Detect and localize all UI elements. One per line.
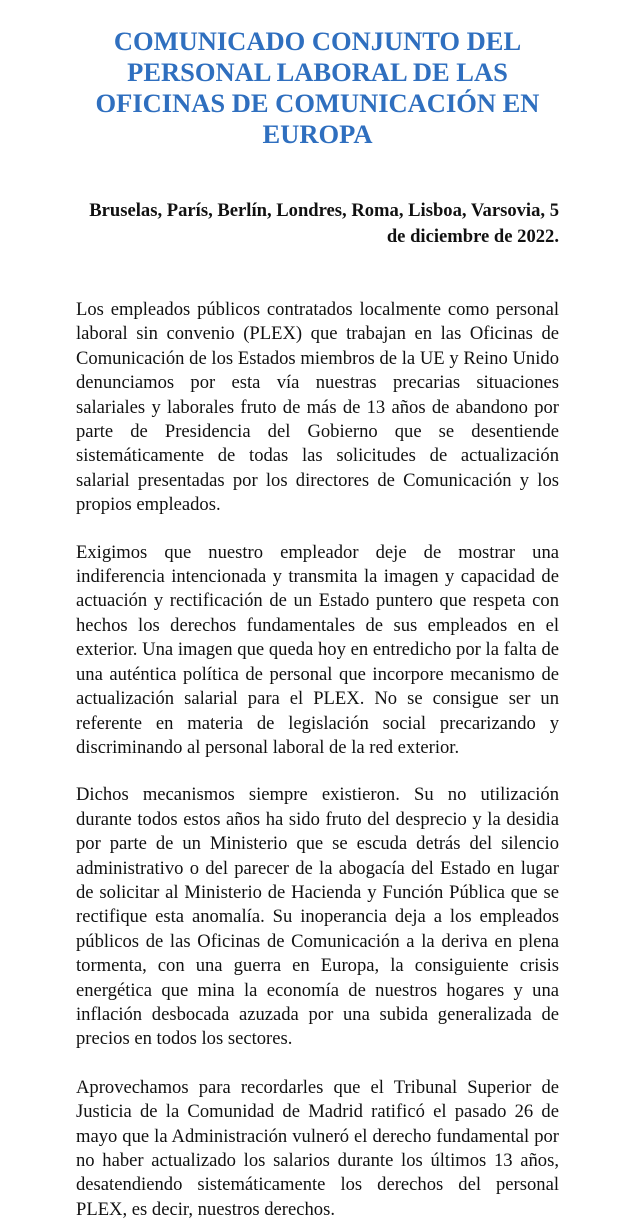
- place-and-date: Bruselas, París, Berlín, Londres, Roma, Lisboa, Varsovia, 5 de diciembre de 2022.: [89, 200, 559, 247]
- body-paragraph-3: Dichos mecanismos siempre existieron. Su no utilización durante todos estos años ha sido fruto del desprecio y la desidia por parte de un Ministerio que se escuda detrás del silencio administrativo o del parecer de la abogacía del Estado en lugar de solicitar al Ministerio de Hacienda y Función Pública que se rectifique esta anomalía. Su inoperancia deja a los empleados públicos de las Oficinas de Comunicación a la deriva en plena tormenta, con una guerra en Europa, la consiguiente crisis energética que mina la economía de nuestros hogares y una inflación desbocada azuzada por una subida generalizada de precios en todos los sectores.: [76, 784, 559, 1050]
- body-paragraph-2: Exigimos que nuestro empleador deje de mostrar una indiferencia intencionada y transmita la imagen y capacidad de actuación y rectificación de un Estado puntero que respeta con hechos los derechos fundamentales de sus empleados en el exterior. Una imagen que queda hoy en entredicho por la falta de una auténtica política de personal que incorpore mecanismo de actualización salarial para el PLEX. No se consigue ser un referente en materia de legislación social precarizando y discriminando al personal laboral de la red exterior.: [76, 541, 559, 758]
- document-title: COMUNICADO CONJUNTO DEL PERSONAL LABORAL DE LAS OFICINAS DE COMUNICACIÓN EN EUROPA: [95, 26, 540, 149]
- body-paragraph-1: Los empleados públicos contratados localmente como personal laboral sin convenio (PLEX) que trabajan en las Oficinas de Comunicación de los Estados miembros de la UE y Reino Unido denunciamos por esta vía nuestras precarias situaciones salariales y laborales fruto de más de 13 años de abandono por parte de Presidencia del Gobierno que se desentiende sistemáticamente de todas las solicitudes de actualización salarial presentadas por los directores de Comunicación y los propios empleados.: [76, 299, 559, 516]
- body-paragraph-4: Aprovechamos para recordarles que el Tribunal Superior de Justicia de la Comunidad de Madrid ratificó el pasado 26 de mayo que la Administración vulneró el derecho fundamental por no haber actualizado los salarios durante los últimos 13 años, desatendiendo sistemáticamente los derechos del personal PLEX, es decir, nuestros derechos.: [76, 1076, 559, 1220]
